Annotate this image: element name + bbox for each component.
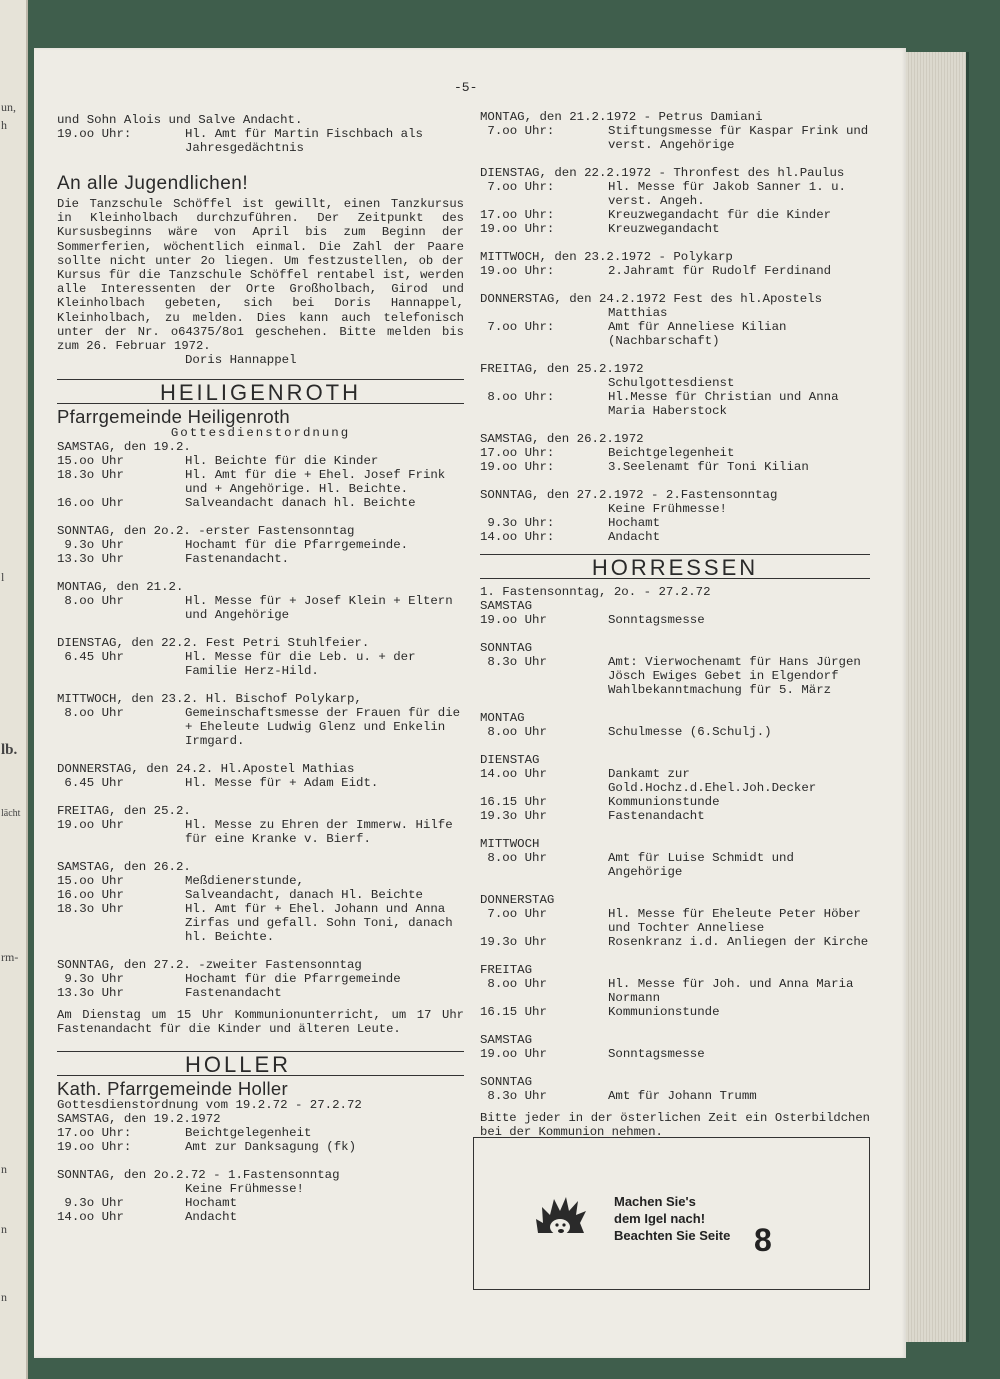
entry-text: Hl. Messe für die Leb. u. + der Familie Herz-Hild. (185, 650, 416, 679)
schedule-entry (480, 180, 870, 208)
horressen-subhead: 1. Fastensonntag, 2o. - 27.2.72 (480, 585, 711, 599)
day-heading: MONTAG, den 21.2. (57, 580, 184, 595)
schedule-entry (480, 977, 870, 1005)
entry-time: 16.oo Uhr (57, 496, 124, 511)
entry-time (57, 1182, 185, 1196)
schedule-entry (480, 208, 870, 222)
entry-text: Hochamt für die Pfarrgemeinde. (185, 538, 409, 553)
entry-text: Dankamt zur Gold.Hochz.d.Ehel.Joh.Decker (608, 767, 817, 795)
entry-text: Salveandacht danach hl. Beichte (185, 496, 416, 511)
entry-time: 14.oo Uhr: (480, 530, 555, 544)
schedule-entry (57, 902, 464, 944)
schedule-entry (480, 1089, 870, 1103)
day-heading: FREITAG, den 25.2.1972 (480, 362, 644, 376)
entry-time: 6.45 Uhr (57, 776, 124, 791)
schedule-entry (57, 972, 464, 986)
entry-time: 7.oo Uhr: (480, 124, 555, 138)
schedule-entry (57, 454, 464, 468)
entry-text: Schulmesse (6.Schulj.) (608, 725, 772, 739)
margin-fragment: rm- (1, 950, 19, 964)
advertisement-box (473, 1137, 870, 1290)
schedule-entry (480, 935, 870, 949)
entry-text: Sonntagsmesse (608, 1047, 705, 1061)
day-heading: SAMSTAG, den 26.2. (57, 860, 191, 875)
entry-text: Beichtgelegenheit (185, 1125, 312, 1140)
schedule-entry (480, 809, 870, 823)
ad-text (614, 1193, 730, 1244)
entry-time: 19.oo Uhr: (480, 460, 555, 474)
spacer (480, 1019, 870, 1033)
entry-time: 13.3o Uhr (57, 552, 124, 567)
parish-title: Kath. Pfarrgemeinde Holler (57, 1077, 288, 1099)
spacer (480, 949, 870, 963)
schedule-entry (57, 986, 464, 1000)
day-heading: SONNTAG, den 2o.2.72 - 1.Fastensonntag (57, 1167, 340, 1182)
schedule-entry (57, 1196, 464, 1210)
section-banner-holler: HOLLER (57, 1051, 464, 1076)
entry-text: Amt für Johann Trumm (608, 1089, 757, 1103)
entry-time: 15.oo Uhr (57, 454, 124, 469)
day-heading: DONNERSTAG, den 24.2.1972 Fest des hl.Apostels (480, 292, 823, 306)
margin-fragment: n (1, 1222, 7, 1236)
entry-text: Schulgottesdienst (608, 376, 735, 390)
entry-text: Hl. Amt für + Ehel. Johann und Anna Zirfas und gefall. Sohn Toni, danach hl. Beichte. (185, 902, 453, 945)
entry-time: 8.oo Uhr (57, 594, 124, 609)
schedule-entry (57, 874, 464, 888)
entry-time: 19.3o Uhr (480, 935, 547, 949)
entry-time: 16.15 Uhr (480, 1005, 547, 1019)
ad-line: Beachten Sie Seite (614, 1228, 731, 1243)
page-number: -5- (454, 80, 478, 95)
book-page-edges (906, 52, 969, 1342)
schedule-entry (480, 460, 870, 474)
entry-text: Hl. Beichte für die Kinder (185, 454, 379, 469)
left-column (57, 113, 464, 1224)
schedule-entry (57, 706, 464, 748)
spacer (57, 566, 464, 580)
intro-line: und Sohn Alois und Salve Andacht. (57, 113, 303, 127)
entry-time (480, 376, 608, 390)
schedule-entry (480, 907, 870, 935)
ad-line: Machen Sie's (614, 1194, 696, 1209)
schedule-entry (57, 552, 464, 566)
schedule-entry (57, 776, 464, 790)
entry-time: 14.oo Uhr (480, 767, 547, 781)
announcement-title: An alle Jugendlichen! (57, 173, 249, 194)
day-heading: SONNTAG, den 27.2.1972 - 2.Fastensonntag (480, 488, 778, 502)
entry-time: 8.3o Uhr (480, 655, 547, 669)
schedule-entry (57, 468, 464, 496)
day-heading: MONTAG, den 21.2.1972 - Petrus Damiani (480, 110, 763, 124)
entry-time: 19.oo Uhr (57, 818, 124, 833)
entry-text: Hochamt für die Pfarrgemeinde (185, 972, 401, 987)
entry-time: 15.oo Uhr (57, 874, 124, 889)
spacer (57, 1154, 464, 1168)
entry-time: 7.oo Uhr: (480, 180, 555, 194)
schedule-entry (480, 1047, 870, 1061)
service-order-label: Gottesdienstordnung vom 19.2.72 - 27.2.72 (57, 1097, 362, 1112)
entry-time: 7.oo Uhr (480, 907, 547, 921)
schedule-entry (480, 390, 870, 418)
day-heading: FREITAG, den 25.2. (57, 804, 191, 819)
parish-title: Pfarrgemeinde Heiligenroth (57, 406, 291, 428)
schedule-entry (480, 851, 870, 879)
entry-text: Andacht (185, 1209, 238, 1224)
schedule-entry (57, 594, 464, 622)
day-heading: DONNERSTAG, den 24.2. Hl.Apostel Mathias (57, 762, 355, 777)
entry-time: 8.oo Uhr (480, 977, 547, 991)
schedule-entry (480, 306, 870, 320)
spacer (480, 236, 870, 250)
entry-time: 18.3o Uhr (57, 902, 124, 917)
spacer (57, 678, 464, 692)
schedule-entry (480, 376, 870, 390)
day-heading: SAMSTAG (480, 1033, 533, 1047)
entry-text: Kommunionstunde (608, 795, 720, 809)
margin-fragment: n (1, 1290, 7, 1304)
entry-text: Amt für Luise Schmidt und Angehörige (608, 851, 794, 879)
spacer (480, 627, 870, 641)
spacer (480, 474, 870, 488)
spacer (480, 697, 870, 711)
section-banner-heiligenroth: HEILIGENROTH (57, 379, 464, 404)
day-heading: DIENSTAG, den 22.2. Fest Petri Stuhlfeier. (57, 636, 370, 651)
entry-text: Andacht (608, 530, 661, 544)
entry-time: 19.3o Uhr (480, 809, 547, 823)
entry-text: Hl. Messe zu Ehren der Immerw. Hilfe für eine Kranke v. Bierf. (185, 818, 453, 847)
entry-text: Stiftungsmesse für Kaspar Frink und verst. Angehörige (608, 124, 869, 152)
entry-time: 8.oo Uhr (480, 725, 547, 739)
entry-text: Beichtgelegenheit (608, 446, 735, 460)
schedule-entry (480, 124, 870, 152)
day-heading: DIENSTAG (480, 753, 540, 767)
entry-time: 8.oo Uhr (480, 851, 547, 865)
entry-text: Rosenkranz i.d. Anliegen der Kirche (608, 935, 869, 949)
intro-entry: 19.oo Uhr: Hl. Amt für Martin Fischbach als Jahresgedächtnis (57, 127, 423, 155)
entry-text: Hl.Messe für Christian und Anna Maria Haberstock (608, 390, 839, 418)
horressen-schedule (480, 599, 870, 1103)
announcement-signature: Doris Hannappel (185, 353, 297, 368)
entry-text: Hl. Messe für Eheleute Peter Höber und Tochter Anneliese (608, 907, 861, 935)
schedule-entry (57, 650, 464, 678)
day-heading: SONNTAG (480, 641, 533, 655)
margin-fragment: l (1, 570, 5, 584)
entry-time: 16.oo Uhr (57, 888, 124, 903)
schedule-entry (480, 446, 870, 460)
entry-text: Hl. Messe für Joh. und Anna Maria Normann (608, 977, 854, 1005)
entry-time: 7.oo Uhr: (480, 320, 555, 334)
schedule-entry (57, 888, 464, 902)
entry-text: Salveandacht, danach Hl. Beichte (185, 888, 423, 903)
entry-time: 9.3o Uhr (57, 1195, 124, 1210)
schedule-entry (480, 516, 870, 530)
spacer (480, 418, 870, 432)
entry-text: Sonntagsmesse (608, 613, 705, 627)
day-heading: SAMSTAG (480, 599, 533, 613)
entry-text: Fastenandacht (185, 986, 282, 1001)
day-heading: SAMSTAG, den 19.2. (57, 440, 191, 455)
spacer (57, 944, 464, 958)
day-heading: SONNTAG, den 27.2. -zweiter Fastensonntag (57, 958, 362, 973)
spacer (480, 879, 870, 893)
schedule-entry (480, 264, 870, 278)
entry-time: 19.oo Uhr: (480, 222, 555, 236)
spacer (57, 790, 464, 804)
entry-text: Fastenandacht. (185, 552, 290, 567)
entry-time: 19.oo Uhr: (57, 1139, 132, 1154)
schedule-entry (480, 1005, 870, 1019)
schedule-entry (57, 1210, 464, 1224)
entry-text: Kommunionstunde (608, 1005, 720, 1019)
entry-text: Hl. Messe für + Josef Klein + Eltern und Angehörige (185, 594, 453, 623)
schedule-entry (480, 320, 870, 348)
entry-time: 9.3o Uhr: (480, 516, 555, 530)
entry-text: Hl. Amt für die + Ehel. Josef Frink und + Angehörige. Hl. Beichte. (185, 468, 446, 497)
margin-fragment: h (1, 118, 7, 132)
horressen-note: Bitte jeder in der österlichen Zeit ein Osterbildchen bei der Kommunion nehmen. (480, 1111, 870, 1140)
entry-text: Gemeinschaftsmesse der Frauen für die + Eheleute Ludwig Glenz und Enkelin Irmgard. (185, 706, 461, 749)
ad-line: dem Igel nach! (614, 1211, 706, 1226)
entry-text: Keine Frühmesse! (608, 502, 727, 516)
entry-time: 9.3o Uhr (57, 972, 124, 987)
entry-time: 17.oo Uhr: (57, 1125, 132, 1140)
entry-text: Kreuzwegandacht für die Kinder (608, 208, 832, 222)
schedule-entry (57, 1126, 464, 1140)
entry-text: Meßdienerstunde, (185, 874, 304, 889)
schedule-entry (480, 725, 870, 739)
schedule-entry (480, 530, 870, 544)
schedule-entry (57, 496, 464, 510)
schedule-entry (480, 502, 870, 516)
right-schedule (480, 110, 870, 544)
entry-time: 8.oo Uhr: (480, 390, 555, 404)
schedule-entry (480, 613, 870, 627)
margin-fragment: n (1, 1162, 7, 1176)
schedule-entry (480, 655, 870, 697)
ad-page-number: 8 (754, 1222, 772, 1258)
spacer (480, 739, 870, 753)
day-heading: MITTWOCH, den 23.2.1972 - Polykarp (480, 250, 733, 264)
spacer (480, 823, 870, 837)
entry-text: Amt zur Danksagung (fk) (185, 1139, 357, 1154)
margin-fragment: lächt (1, 808, 21, 819)
day-heading: SONNTAG, den 2o.2. -erster Fastensonntag (57, 524, 355, 539)
entry-text: Hl. Messe für + Adam Eidt. (185, 776, 379, 791)
day-heading: SAMSTAG, den 26.2.1972 (480, 432, 644, 446)
day-heading: MITTWOCH, den 23.2. Hl. Bischof Polykarp, (57, 692, 362, 707)
entry-text: 3.Seelenamt für Toni Kilian (608, 460, 809, 474)
hedgehog-icon (534, 1193, 588, 1241)
spacer (480, 152, 870, 166)
holler-schedule (57, 1112, 464, 1224)
day-heading: MITTWOCH (480, 837, 540, 851)
schedule-entry (57, 1140, 464, 1154)
heiligenroth-schedule (57, 440, 464, 1000)
entry-time: 16.15 Uhr (480, 795, 547, 809)
right-column (480, 110, 870, 1139)
day-heading: FREITAG (480, 963, 533, 977)
entry-time: 8.oo Uhr (57, 706, 124, 721)
entry-text: Hochamt (185, 1195, 238, 1210)
schedule-entry (480, 767, 870, 795)
schedule-entry (480, 795, 870, 809)
announcement-text: Die Tanzschule Schöffel ist gewillt, einen Tanzkursus in Kleinholbach durchzuführen. Der Zeitpunkt des Kursusbeginns wäre von April bis zum Beginn der Sommerferien, wöchentlich einmal. Die Zahl der Paare sollte nicht unter 2o liegen. Um festzustellen, ob der Kursus für die Tanzschule Schöffel rentabel ist, werden alle Interessenten der Orte Großholbach, Girod und Kleinholbach gebeten, sich bei Doris Hannappel, Kleinholbach, zu melden. Dies kann auch telefonisch unter der Nr. o64375/8o1 geschehen. Bitte melden bis zum 26. Februar 1972. (57, 197, 464, 354)
schedule-entry (57, 1182, 464, 1196)
margin-fragment: un, (1, 100, 16, 114)
spacer (480, 278, 870, 292)
schedule-entry (480, 222, 870, 236)
section-banner-horressen: HORRESSEN (480, 554, 870, 579)
entry-time: 13.3o Uhr (57, 986, 124, 1001)
day-heading: DIENSTAG, den 22.2.1972 - Thronfest des hl.Paulus (480, 166, 845, 180)
spacer (480, 1061, 870, 1075)
entry-text: Matthias (608, 306, 668, 320)
entry-time: 18.3o Uhr (57, 468, 124, 483)
entry-text: Amt für Anneliese Kilian (Nachbarschaft) (608, 320, 787, 348)
spacer (57, 846, 464, 860)
entry-time: 19.oo Uhr (480, 1047, 547, 1061)
day-heading: SONNTAG (480, 1075, 533, 1089)
entry-time: 17.oo Uhr: (480, 208, 555, 222)
day-heading: MONTAG (480, 711, 525, 725)
spacer (480, 348, 870, 362)
schedule-entry (57, 818, 464, 846)
entry-time: 17.oo Uhr: (480, 446, 555, 460)
entry-text: Fastenandacht (608, 809, 705, 823)
entry-time: 8.3o Uhr (480, 1089, 547, 1103)
day-heading: DONNERSTAG (480, 893, 555, 907)
entry-time: 14.oo Uhr (57, 1209, 124, 1224)
entry-time: 6.45 Uhr (57, 650, 124, 665)
entry-text: Hl. Messe für Jakob Sanner 1. u. verst. Angeh. (608, 180, 846, 208)
adjacent-page-edge (0, 0, 28, 1379)
margin-fragment: lb. (1, 742, 18, 758)
entry-time: 9.3o Uhr (57, 538, 124, 553)
entry-text: Amt: Vierwochenamt für Hans Jürgen Jösch Ewiges Gebet in Elgendorf Wahlbekanntmachung für 5. März (608, 655, 861, 697)
service-order-label: Gottesdienstordnung (170, 426, 351, 441)
spacer (57, 622, 464, 636)
heiligenroth-note: Am Dienstag um 15 Uhr Kommunionunterricht, um 17 Uhr Fastenandacht für die Kinder und älteren Leute. (57, 1008, 464, 1037)
day-heading: SAMSTAG, den 19.2.1972 (57, 1111, 221, 1126)
entry-text: Keine Frühmesse! (185, 1181, 304, 1196)
entry-time: 19.oo Uhr: (480, 264, 555, 278)
spacer (57, 510, 464, 524)
entry-text: 2.Jahramt für Rudolf Ferdinand (608, 264, 832, 278)
entry-time (480, 306, 608, 320)
entry-text: Kreuzwegandacht (608, 222, 720, 236)
entry-text: Hochamt (608, 516, 661, 530)
entry-time (480, 502, 608, 516)
spacer (57, 748, 464, 762)
schedule-entry (57, 538, 464, 552)
entry-time: 19.oo Uhr (480, 613, 547, 627)
